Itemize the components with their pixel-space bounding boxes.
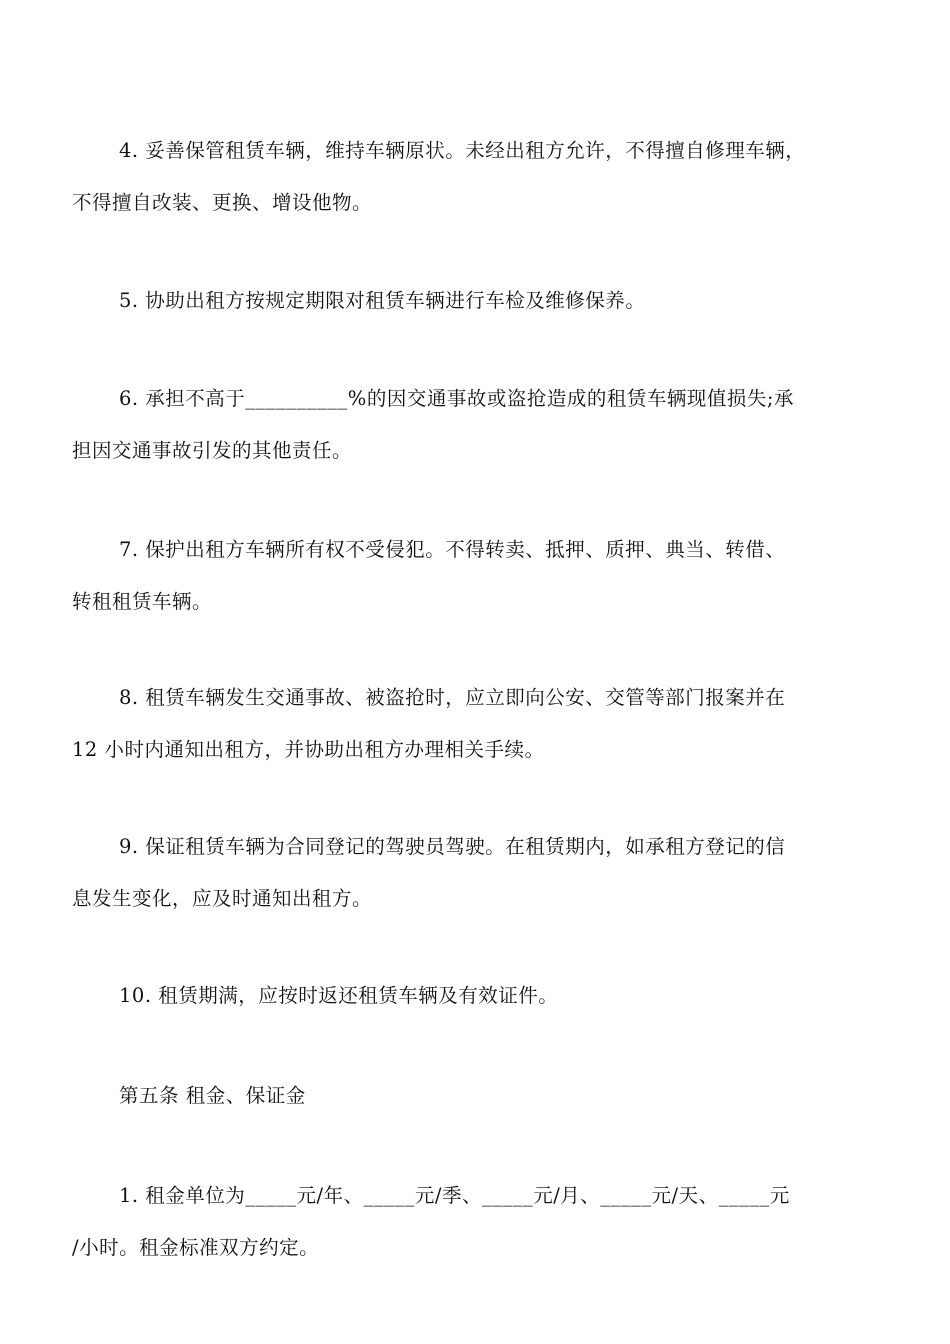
clause-5-line-1: 5. 协助出租方按规定期限对租赁车辆进行车检及维修保养。: [119, 289, 646, 312]
clause-9-line-1: 9. 保证租赁车辆为合同登记的驾驶员驾驶。在租赁期内，如承租方登记的信: [119, 835, 786, 858]
clause-6-line-2: 担因交通事故引发的其他责任。: [72, 439, 353, 462]
rent-clause-1-line-2: /小时。租金标准双方约定。: [72, 1236, 320, 1259]
clause-7-line-2: 转租租赁车辆。: [72, 590, 213, 613]
clause-4-line-1: 4. 妥善保管租赁车辆，维持车辆原状。未经出租方允许，不得擅自修理车辆，: [119, 139, 806, 162]
clause-6-paragraph: [72, 373, 882, 477]
clause-8-paragraph: [72, 672, 882, 776]
clause-6-line-1: 6. 承担不高于__________%的因交通事故或盗抢造成的租赁车辆现值损失;承: [119, 387, 794, 410]
rent-clause-1-paragraph: [72, 1170, 882, 1274]
clause-10-paragraph: [72, 970, 882, 1022]
clause-8-line-2: 12 小时内通知出租方，并协助出租方办理相关手续。: [72, 738, 545, 761]
clause-7-line-1: 7. 保护出租方车辆所有权不受侵犯。不得转卖、抵押、质押、典当、转借、: [119, 538, 786, 561]
clause-10-line-1: 10. 租赁期满，应按时返还租赁车辆及有效证件。: [119, 984, 559, 1007]
clause-4-paragraph: [72, 125, 882, 229]
clause-9-paragraph: [72, 821, 882, 925]
article-5-heading-text: 第五条 租金、保证金: [119, 1084, 306, 1107]
rent-clause-1-line-1: 1. 租金单位为_____元/年、_____元/季、_____元/月、_____元/天、_____元: [119, 1184, 790, 1207]
clause-4-line-2: 不得擅自改装、更换、增设他物。: [72, 191, 373, 214]
clause-8-line-1: 8. 租赁车辆发生交通事故、被盗抢时，应立即向公安、交管等部门报案并在: [119, 686, 786, 709]
article-5-heading: [72, 1070, 882, 1122]
clause-7-paragraph: [72, 524, 882, 628]
clause-9-line-2: 息发生变化，应及时通知出租方。: [72, 887, 373, 910]
clause-5-paragraph: [72, 275, 882, 327]
